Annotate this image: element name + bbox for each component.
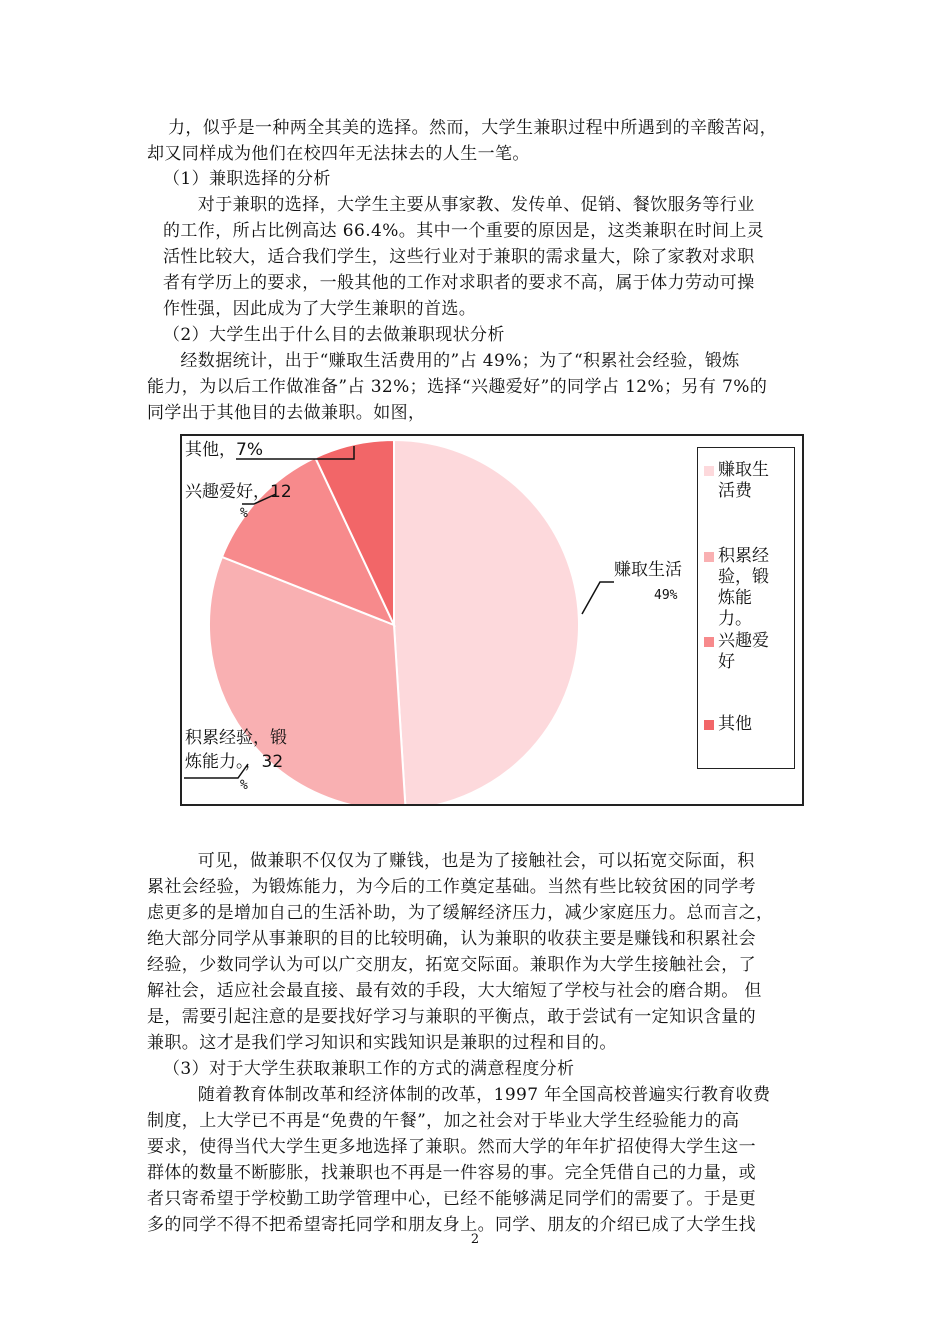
pie-chart: [180, 434, 804, 806]
slice-label-earn: 赚取生活: [614, 560, 682, 580]
slice-label-interest-pct: %: [240, 506, 248, 521]
text-line: 解社会，适应社会最直接、最有效的手段，大大缩短了学校与社会的磨合期。 但: [147, 981, 762, 1001]
text-line: 随着教育体制改革和经济体制的改革，1997 年全国高校普遍实行教育收费: [163, 1085, 771, 1105]
page-number: 2: [470, 1232, 480, 1247]
leader-line-earn: [582, 582, 614, 614]
text-line: 活性比较大，适合我们学生，这些行业对于兼职的需求量大，除了家教对求职: [163, 247, 755, 267]
text-line: 绝大部分同学从事兼职的目的比较明确，认为兼职的收获主要是赚钱和积累社会: [147, 929, 756, 949]
legend-item: [704, 546, 784, 630]
text-line: 同学出于其他目的去做兼职。如图，: [147, 403, 426, 423]
legend-label: 其他: [718, 714, 752, 734]
legend-swatch: [704, 552, 714, 562]
slice-label-experience: 积累经验，锻: [185, 728, 287, 748]
text-line: 的工作，所占比例高达 66.4%。其中一个重要的原因是，这类兼职在时间上灵: [163, 221, 765, 241]
text-line: 累社会经验，为锻炼能力，为今后的工作奠定基础。当然有些比较贫困的同学考: [147, 877, 756, 897]
legend-swatch: [704, 637, 714, 647]
legend-swatch: [704, 720, 714, 730]
text-line: 要求，使得当代大学生更多地选择了兼职。然而大学的年年扩招使得大学生这一: [147, 1137, 756, 1157]
legend-label: 兴趣爱好: [718, 631, 769, 672]
text-line: 兼职。这才是我们学习知识和实践知识是兼职的过程和目的。: [147, 1033, 617, 1053]
text-line: 对于兼职的选择，大学生主要从事家教、发传单、促销、餐饮服务等行业: [163, 195, 755, 215]
text-line: 者只寄希望于学校勤工助学管理中心，已经不能够满足同学们的需要了。于是更: [147, 1189, 756, 1209]
text-line: 经验，少数同学认为可以广交朋友，拓宽交际面。兼职作为大学生接触社会，了: [147, 955, 756, 975]
legend-item: [704, 631, 784, 673]
slice-label-experience-line2: 炼能力。，32: [185, 752, 284, 772]
legend-item: [704, 460, 784, 502]
text-line: 能力，为以后工作做准备”占 32%；选择“兴趣爱好”的同学占 12%；另有 7%的: [147, 377, 768, 397]
legend-label: 积累经验，锻炼能力。: [718, 546, 769, 629]
text-line: 制度，上大学已不再是“免费的午餐”，加之社会对于毕业大学生经验能力的高: [147, 1111, 740, 1131]
text-line: 虑更多的是增加自己的生活补助，为了缓解经济压力，减少家庭压力。总而言之，: [147, 903, 774, 923]
slice-label-earn-pct: 49%: [654, 588, 678, 603]
text-line: 力，似乎是一种两全其美的选择。然而，大学生兼职过程中所遇到的辛酸苦闷，: [168, 118, 777, 138]
text-line: 者有学历上的要求，一般其他的工作对求职者的要求不高，属于体力劳动可操: [163, 273, 755, 293]
text-line: 经数据统计，出于“赚取生活费用的”占 49%；为了“积累社会经验，锻炼: [163, 351, 740, 371]
section-heading: （1）兼职选择的分析: [163, 169, 331, 189]
text-line: 是，需要引起注意的是要找好学习与兼职的平衡点，敢于尝试有一定知识含量的: [147, 1007, 756, 1027]
pie-slice-earn: [394, 440, 579, 804]
text-line: 却又同样成为他们在校四年无法抹去的人生一笔。: [147, 144, 530, 164]
legend-label: 赚取生活费: [718, 460, 769, 501]
slice-label-other: 其他，7%: [185, 440, 263, 460]
slice-label-experience-pct: %: [240, 778, 248, 793]
section-heading: （3）对于大学生获取兼职工作的方式的满意程度分析: [163, 1059, 575, 1079]
text-line: 多的同学不得不把希望寄托同学和朋友身上。同学、朋友的介绍已成了大学生找: [147, 1215, 756, 1235]
legend-swatch: [704, 466, 714, 476]
text-line: 群体的数量不断膨胀，找兼职也不再是一件容易的事。完全凭借自己的力量，或: [147, 1163, 756, 1183]
legend-item: [704, 714, 784, 735]
section-heading: （2）大学生出于什么目的去做兼职现状分析: [163, 325, 505, 345]
slice-label-interest: 兴趣爱好，12: [185, 482, 292, 502]
text-line: 作性强，因此成为了大学生兼职的首选。: [163, 299, 477, 319]
chart-legend: [697, 447, 795, 769]
text-line: 可见，做兼职不仅仅为了赚钱，也是为了接触社会，可以拓宽交际面，积: [163, 851, 755, 871]
